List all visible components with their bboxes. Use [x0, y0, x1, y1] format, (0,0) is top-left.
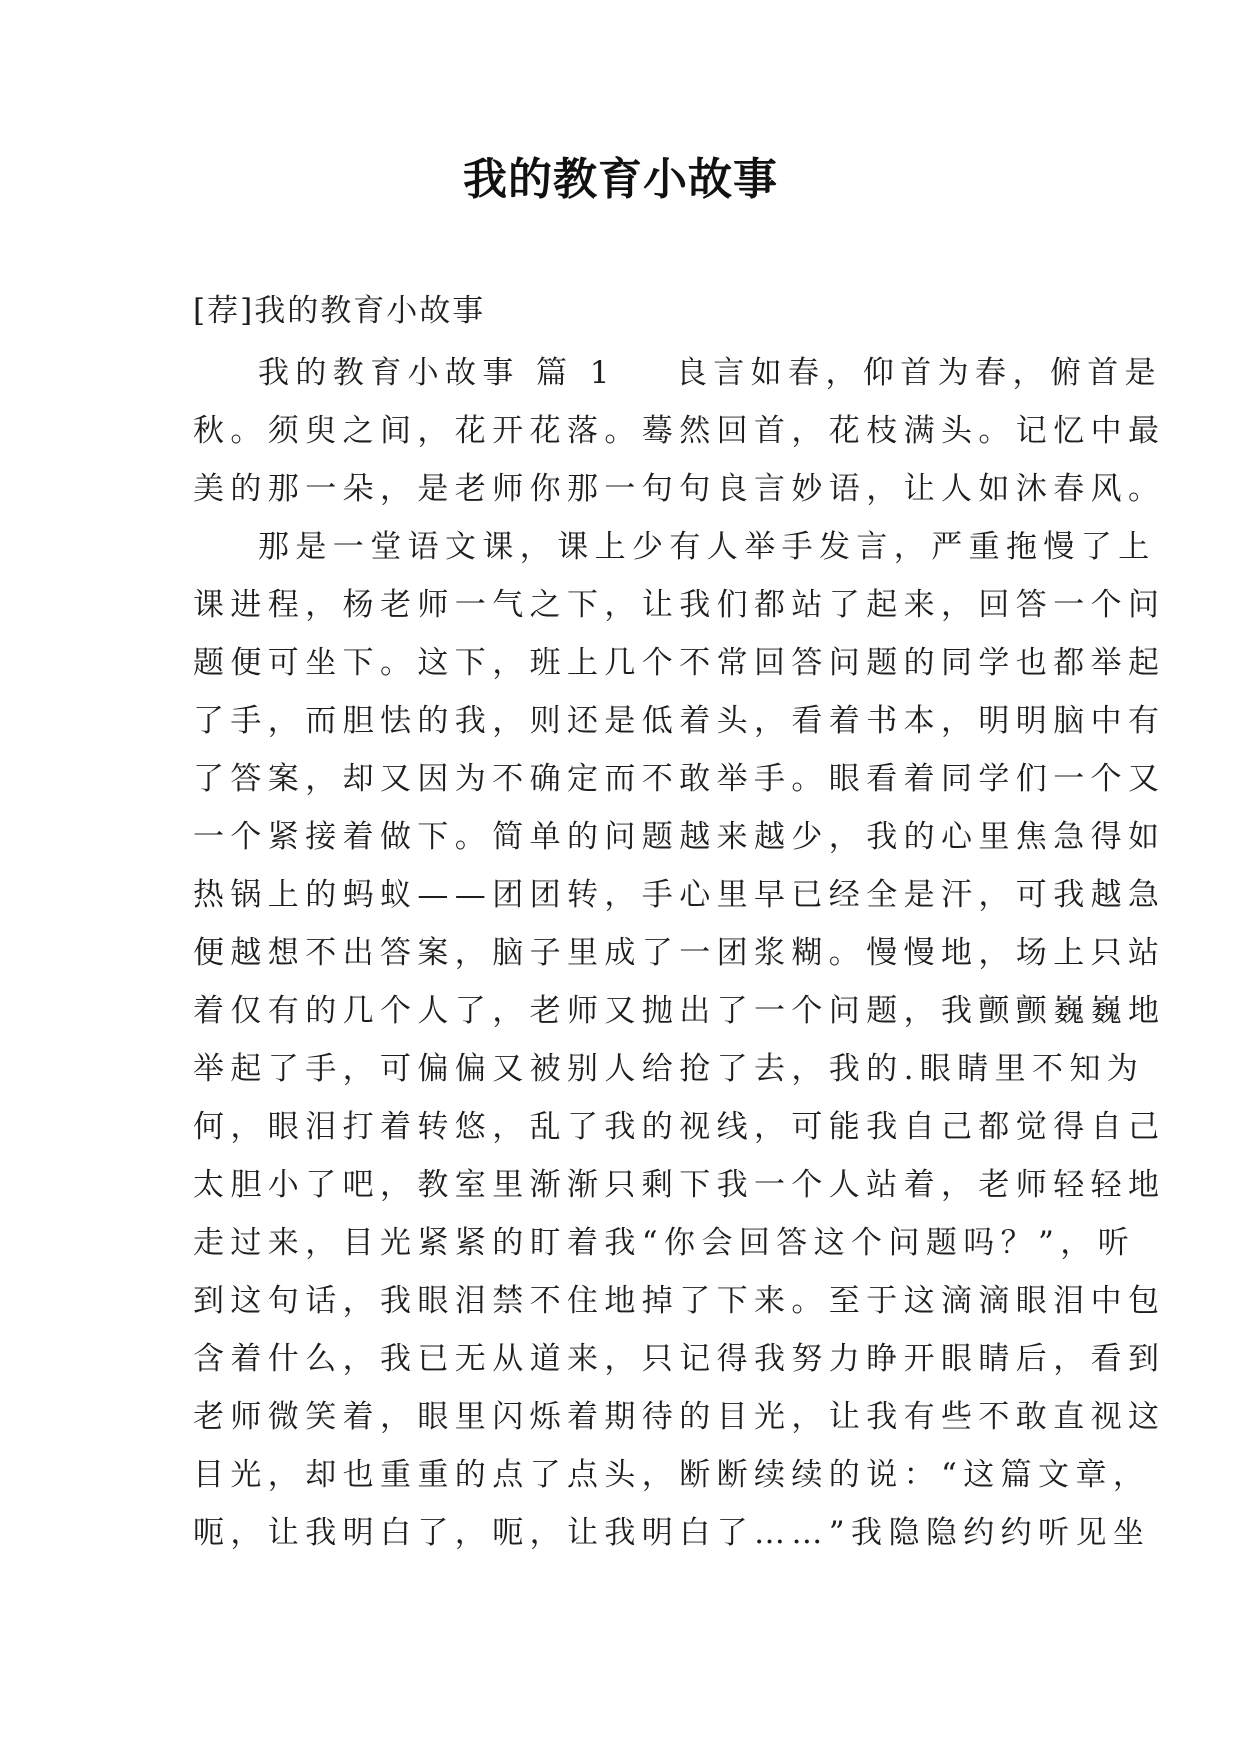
paragraph-line: 举起了手，可偏偏又被别人给抢了去，我的.眼睛里不知为	[193, 1051, 1145, 1087]
paragraph-line: 秋。须臾之间，花开花落。蓦然回首，花枝满头。记忆中最	[193, 413, 1166, 449]
paragraph-line: 何，眼泪打着转悠，乱了我的视线，可能我自己都觉得自己	[193, 1109, 1166, 1145]
paragraph-line: 呃，让我明白了，呃，让我明白了……”我隐隐约约听见坐	[193, 1515, 1151, 1551]
section-heading: 我的教育小故事 篇 1	[258, 355, 616, 391]
paragraph-line: 含着什么，我已无从道来，只记得我努力睁开眼睛后，看到	[193, 1341, 1166, 1377]
paragraph-line: 着仅有的几个人了，老师又抛出了一个问题，我颤颤巍巍地	[193, 993, 1166, 1029]
paragraph-line-text: 良言如春，仰首为春，俯首是	[675, 355, 1163, 391]
paragraph-line: 老师微笑着，眼里闪烁着期待的目光，让我有些不敢直视这	[193, 1399, 1166, 1435]
document-title: 我的教育小故事	[463, 154, 778, 205]
paragraph-line: 目光，却也重重的点了点头，断断续续的说：“这篇文章，	[193, 1457, 1151, 1493]
paragraph-line: 热锅上的蚂蚁——团团转，手心里早已经全是汗，可我越急	[193, 877, 1166, 913]
paragraph-line: 太胆小了吧，教室里渐渐只剩下我一个人站着，老师轻轻地	[193, 1167, 1166, 1203]
paragraph-line: 了答案，却又因为不确定而不敢举手。眼看着同学们一个又	[193, 761, 1166, 797]
paragraph-line: 到这句话，我眼泪禁不住地掉了下来。至于这滴滴眼泪中包	[193, 1283, 1166, 1319]
paragraph-line-first	[258, 352, 1163, 394]
paragraph-line: 美的那一朵，是老师你那一句句良言妙语，让人如沐春风。	[193, 471, 1166, 507]
document-subtitle: [荐]我的教育小故事	[193, 293, 486, 329]
paragraph-line: 题便可坐下。这下，班上几个不常回答问题的同学也都举起	[193, 645, 1166, 681]
paragraph-line: 走过来，目光紧紧的盯着我“你会回答这个问题吗？”，听	[193, 1225, 1136, 1261]
paragraph-line: 一个紧接着做下。简单的问题越来越少，我的心里焦急得如	[193, 819, 1166, 855]
paragraph-line: 便越想不出答案，脑子里成了一团浆糊。慢慢地，场上只站	[193, 935, 1166, 971]
paragraph-line: 了手，而胆怯的我，则还是低着头，看着书本，明明脑中有	[193, 703, 1166, 739]
paragraph-line: 课进程，杨老师一气之下，让我们都站了起来，回答一个问	[193, 587, 1166, 623]
paragraph-line-indented: 那是一堂语文课，课上少有人举手发言，严重拖慢了上	[258, 529, 1156, 565]
